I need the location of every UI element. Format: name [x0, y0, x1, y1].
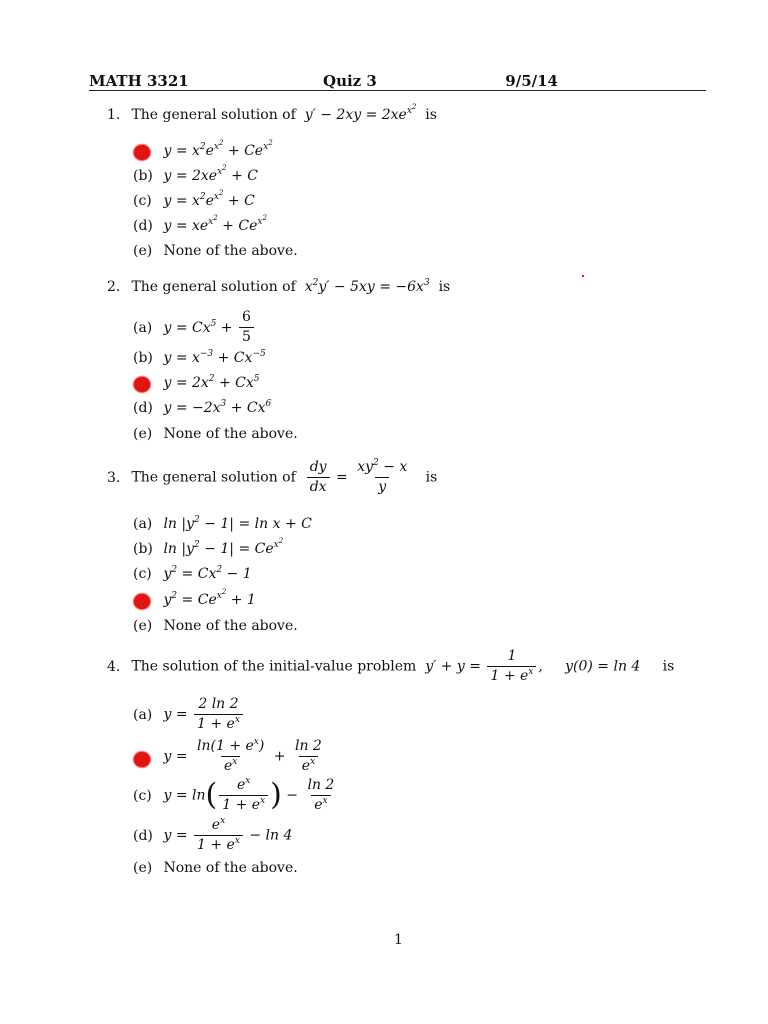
fraction: $\frac{e^x}{1 + e^x}$ — [219, 777, 268, 814]
fraction: $\frac{xy^2 - x}{y}$ — [357, 458, 408, 495]
question-equation: $y' - 2xy = 2xe^{x^2}$ — [304, 103, 417, 123]
fraction: $\frac{dy}{dx}$ — [307, 459, 330, 496]
option-math: $y = x^{-3} + Cx^{-5}$ — [163, 349, 266, 366]
option-math: $\ln |y^2 - 1| = Ce^{x^2}$ — [163, 537, 284, 557]
option-math: $y = x^2e^{x^2} + Ce^{x^2}$ — [163, 139, 273, 159]
fraction: $\frac{\ln 2}{e^x}$ — [307, 777, 335, 813]
fraction: $\frac{\ln 2}{e^x}$ — [294, 738, 322, 774]
option-math: $y = 2x^2 + Cx^5$ — [163, 374, 260, 391]
option-math: $y = Cx^5$ + — [163, 318, 233, 336]
option-text: None of the above. — [163, 618, 298, 634]
initial-condition: y(0) = ln 4 — [565, 658, 641, 675]
option-letter: (a) — [133, 319, 153, 336]
quiz-header — [89, 72, 706, 92]
question-prompt: The solution of the initial-value problem — [131, 658, 417, 675]
question-3: 3. The general solution of $\frac{dy}{dx}$ = $\frac{xy^2 - x}{y}$ is — [107, 458, 438, 495]
option-1a — [133, 139, 273, 159]
quiz-title: Quiz 3 — [323, 72, 377, 90]
fraction: $\frac{6}{5}$ — [239, 309, 254, 346]
stray-mark — [582, 275, 584, 277]
question-prompt: The general solution of — [131, 279, 296, 295]
question-number: 2. — [107, 279, 121, 295]
option-letter: (d) — [133, 400, 153, 416]
quiz-date: 9/5/14 — [505, 72, 558, 90]
option-letter: (a) — [133, 706, 153, 723]
question-suffix: is — [425, 469, 438, 486]
question-number: 3. — [107, 469, 121, 486]
option-letter: (c) — [133, 566, 152, 582]
option-4e — [133, 860, 298, 876]
option-4c: (c) y = ln( $\frac{e^x}{1 + e^x}$ ) − $\frac{\ln 2}{e^x}$ — [133, 777, 339, 814]
option-4d: (d) y = $\frac{e^x}{1 + e^x}$ − ln 4 — [133, 816, 293, 853]
question-number: 1. — [107, 107, 121, 123]
option-1d — [133, 214, 267, 234]
question-suffix: is — [425, 107, 437, 123]
option-letter: (e) — [133, 243, 153, 259]
option-2a — [133, 309, 256, 346]
option-3b — [133, 537, 284, 557]
question-prompt: The general solution of — [131, 469, 296, 486]
option-letter: (c) — [133, 787, 152, 804]
question-2 — [107, 279, 450, 295]
page-number: 1 — [394, 932, 403, 948]
option-math: $y = 2xe^{x^2} + C$ — [163, 164, 258, 184]
question-prompt: The general solution of — [131, 107, 296, 123]
option-2b — [133, 350, 266, 366]
option-text: None of the above. — [163, 426, 298, 442]
option-math: $\ln |y^2 - 1| = \ln x + C$ — [163, 515, 312, 532]
option-4a: (a) y = $\frac{2 \ln 2}{1 + e^x}$ — [133, 696, 245, 733]
option-2c — [133, 375, 260, 391]
question-suffix: is — [662, 658, 675, 675]
option-text: None of the above. — [163, 243, 298, 259]
option-1c — [133, 189, 255, 209]
option-3c — [133, 566, 252, 582]
fraction: $\frac{\ln(1 + e^x)}{e^x}$ — [197, 737, 265, 774]
option-math: $y = -2x^3 + Cx^6$ — [163, 399, 272, 416]
option-text: None of the above. — [163, 860, 298, 876]
option-letter: (c) — [133, 193, 152, 209]
fraction: $\frac{2 \ln 2}{1 + e^x}$ — [194, 696, 243, 733]
option-2d — [133, 400, 271, 416]
option-letter: (d) — [133, 827, 153, 844]
option-3d — [133, 588, 256, 608]
option-math: $y = xe^{x^2} + Ce^{x^2}$ — [163, 214, 267, 234]
option-math: $y = x^2e^{x^2} + C$ — [163, 189, 255, 209]
option-math: $y^2 = Ce^{x^2} + 1$ — [163, 588, 256, 608]
course-name: MATH 3321 — [89, 72, 189, 90]
fraction: $\frac{1}{1 + e^x}$ — [487, 648, 536, 685]
option-3e — [133, 618, 298, 634]
option-letter: (b) — [133, 168, 153, 184]
option-1e — [133, 243, 298, 259]
option-math: $y^2 = Cx^2 - 1$ — [163, 565, 252, 582]
question-suffix: is — [438, 279, 451, 295]
option-letter: (e) — [133, 860, 153, 876]
option-1b — [133, 164, 258, 184]
question-4: 4. The solution of the initial-value problem y′ + y = $\frac{1}{1 + e^x}$ , y(0) = ln 4 is — [107, 648, 675, 684]
option-4b: y = $\frac{\ln(1 + e^x)}{e^x}$ + $\frac{\ln 2}{e^x}$ — [133, 738, 327, 775]
option-letter: (e) — [133, 426, 153, 442]
option-letter: (d) — [133, 218, 153, 234]
question-number: 4. — [107, 658, 121, 675]
option-3a — [133, 516, 312, 532]
option-letter: (b) — [133, 541, 153, 557]
option-letter: (e) — [133, 618, 153, 634]
option-letter: (b) — [133, 350, 153, 366]
option-2e — [133, 426, 298, 442]
header-rule — [89, 90, 706, 91]
question-equation: $x^2y' - 5xy = -6x^3$ — [304, 278, 430, 295]
option-letter: (a) — [133, 516, 153, 532]
question-1 — [107, 103, 437, 123]
fraction: $\frac{e^x}{1 + e^x}$ — [194, 817, 243, 854]
